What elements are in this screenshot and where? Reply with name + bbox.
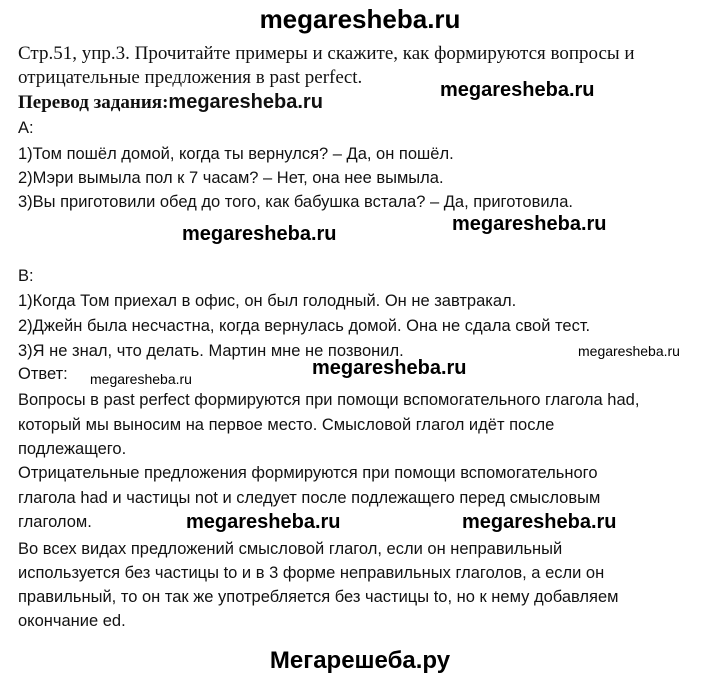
answer-label: Ответ: [18,365,68,383]
answer-line-4: Отрицательные предложения формируются при помощи вспомогательного [18,464,598,482]
translation-watermark: megaresheba.ru [168,91,323,113]
site-footer-title: Мегарешеба.ру [269,647,451,674]
answer-line-5: глагола had и частицы not и следует после подлежащего перед смысловым [18,489,601,507]
watermark-text: megaresheba.ru [578,343,680,359]
answer-line-8: используется без частицы to и в 3 форме неправильных глаголов, а если он [18,564,605,582]
task-line-2: отрицательные предложения в past perfect. [18,67,363,88]
section-b-item-2: 2)Джейн была несчастна, когда вернулась домой. Она не сдала свой тест. [18,317,591,335]
answer-line-9: правильный, то он так же употребляется без частицы to, но к нему добавляем [18,588,619,606]
answer-line-3: подлежащего. [18,440,127,458]
watermark-text: megaresheba.ru [462,511,617,533]
task-line-1: Стр.51, упр.3. Прочитайте примеры и скажите, как формируются вопросы и [18,43,635,64]
answer-line-10: окончание ed. [18,612,126,630]
answer-line-7: Во всех видах предложений смысловой глагол, если он неправильный [18,540,563,558]
answer-line-6: глаголом. [18,513,92,531]
watermark-text: megaresheba.ru [186,511,341,533]
section-a-item-1: 1)Том пошёл домой, когда ты вернулся? – Да, он пошёл. [18,145,454,163]
section-b-item-3: 3)Я не знал, что делать. Мартин мне не позвонил. [18,342,404,360]
answer-line-1: Вопросы в past perfect формируются при помощи вспомогательного глагола had, [18,391,640,409]
watermark-text: megaresheba.ru [90,371,192,387]
translation-heading [18,90,323,115]
section-b-item-1: 1)Когда Том приехал в офис, он был голодный. Он не завтракал. [18,292,517,310]
section-b-label: B: [18,267,34,285]
watermark-text: megaresheba.ru [452,213,607,235]
section-a-label: A: [18,119,34,137]
watermark-text: megaresheba.ru [440,79,595,101]
site-header-title: megaresheba.ru [259,4,461,34]
answer-line-2: который мы выносим на первое место. Смысловой глагол идёт после [18,416,555,434]
watermark-text: megaresheba.ru [182,223,337,245]
section-a-item-2: 2)Мэри вымыла пол к 7 часам? – Нет, она нее вымыла. [18,169,444,187]
section-a-item-3: 3)Вы приготовили обед до того, как бабушка встала? – Да, приготовила. [18,193,573,211]
watermark-text: megaresheba.ru [312,357,467,379]
translation-label: Перевод задания: [18,92,169,113]
